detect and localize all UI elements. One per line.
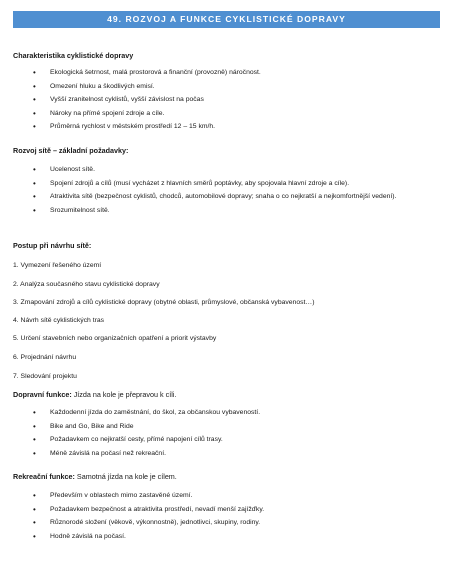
section-heading-label: Rekreační funkce: [13,472,75,481]
page-title: 49. ROZVOJ A FUNKCE CYKLISTICKÉ DOPRAVY [13,11,440,28]
list-item: • Atraktivita sítě (bezpečnost cyklistů, chodců, automobilové dopravy; snaha o co nejkratší a nejkomfortnější vedení). [0,192,450,202]
step-item: 5. Určení stavebních nebo organizačních opatření a priorit výstavby [13,335,217,342]
list-item: • Průměrná rychlost v městském prostředí 12 – 15 km/h. [0,122,450,132]
step-item: 7. Sledování projektu [13,373,77,380]
section-heading-charakteristika: Charakteristika cyklistické dopravy [13,51,134,60]
list-item: • Hodně závislá na počasí. [0,532,450,542]
step-item: 4. Návrh sítě cyklistických tras [13,317,105,324]
list-item: • Méně závislá na počasí než rekreační. [0,449,450,459]
section-heading-postup: Postup při návrhu sítě: [13,241,92,250]
section-heading-label: Dopravní funkce: [13,390,72,399]
section-heading-text: Jízda na kole je přepravou k cíli. [71,390,177,399]
list-item: • Vyšší zranitelnost cyklistů, vyšší závislost na počas [0,95,450,105]
section-heading-text: Samotná jízda na kole je cílem. [74,472,177,481]
step-item: 2. Analýza současného stavu cyklistické dopravy [13,281,160,288]
list-rekreacni [0,491,450,545]
list-charakteristika [0,68,450,136]
list-item: • Ekologická šetrnost, malá prostorová a finanční (provozně) náročnost. [0,68,450,78]
list-item: • Každodenní jízda do zaměstnání, do škol, za občanskou vybaveností. [0,408,450,418]
step-item: 6. Projednání návrhu [13,354,77,361]
list-item: • Bike and Go, Bike and Ride [0,422,450,432]
list-item: • Omezení hluku a škodlivých emisí. [0,82,450,92]
list-item: • Různorodé složení (věkově, výkonnostně), jednotlivci, skupiny, rodiny. [0,518,450,528]
section-heading-rozvoj: Rozvoj sítě – základní požadavky: [13,146,129,155]
list-item: • Požadavkem bezpečnost a atraktivita prostředí, nevadí menší zajížďky. [0,505,450,515]
list-dopravni [0,408,450,462]
list-item: • Srozumitelnost sítě. [0,206,450,216]
list-item: • Ucelenost sítě. [0,165,450,175]
section-heading-rekreacni [13,472,177,482]
list-item: • Spojení zdrojů a cílů (musí vycházet z hlavních směrů poptávky, aby spojovala hlavní zdroje a cíle). [0,179,450,189]
step-item: 3. Zmapování zdrojů a cílů cyklistické dopravy (obytné oblasti, průmyslové, občanská vybavenost…) [13,299,315,306]
list-rozvoj [0,165,450,219]
list-item: • Především v oblastech mimo zastavěné území. [0,491,450,501]
section-heading-dopravni [13,390,176,400]
step-item: 1. Vymezení řešeného území [13,262,102,269]
list-item: • Požadavkem co nejkratší cesty, přímé napojení cílů trasy. [0,435,450,445]
list-item: • Nároky na přímé spojení zdroje a cíle. [0,109,450,119]
